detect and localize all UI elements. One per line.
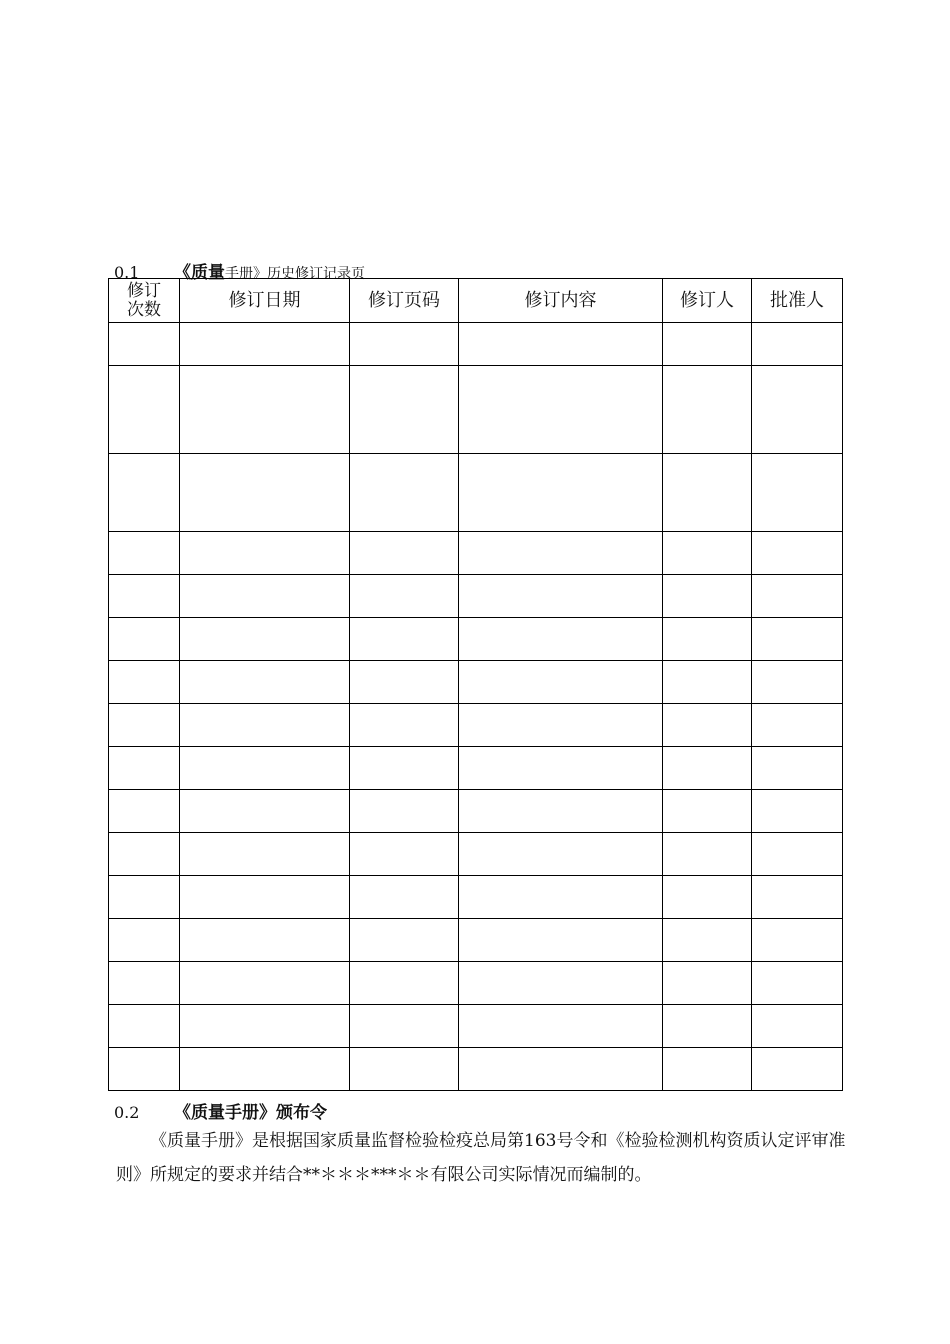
table-row (109, 532, 843, 575)
table-cell (459, 661, 663, 704)
table-cell (663, 790, 752, 833)
table-cell (752, 1048, 843, 1091)
table-cell (350, 532, 459, 575)
table-cell (663, 1005, 752, 1048)
table-cell (350, 833, 459, 876)
table-cell (180, 454, 350, 532)
table-cell (180, 1048, 350, 1091)
section-number: 0.2 (114, 1103, 140, 1122)
table-cell (752, 532, 843, 575)
table-cell (459, 1005, 663, 1048)
table-cell (459, 366, 663, 454)
table-cell (752, 833, 843, 876)
table-cell (663, 575, 752, 618)
table-cell (180, 919, 350, 962)
table-cell (109, 790, 180, 833)
table-cell (350, 876, 459, 919)
promulgation-paragraph: 《质量手册》是根据国家质量监督检验检疫总局第163号令和《检验检测机构资质认定评审准则》所规定的要求并结合**＊＊＊***＊＊有限公司实际情况而编制的。 (116, 1131, 846, 1185)
table-cell (109, 876, 180, 919)
table-cell (109, 962, 180, 1005)
table-cell (752, 661, 843, 704)
table-cell (752, 962, 843, 1005)
table-cell (180, 532, 350, 575)
table-cell (109, 1005, 180, 1048)
table-row (109, 618, 843, 661)
table-cell (459, 532, 663, 575)
table-row (109, 575, 843, 618)
table-cell (109, 618, 180, 661)
header-revision-count (109, 279, 180, 323)
table-row (109, 962, 843, 1005)
table-cell (350, 323, 459, 366)
table-cell (663, 876, 752, 919)
section-title-rest: 手册》历史修订记录页 (225, 266, 365, 282)
table-cell (350, 962, 459, 1005)
table-cell (459, 454, 663, 532)
header-revision-page: 修订页码 (350, 279, 459, 323)
table-cell (109, 1048, 180, 1091)
table-cell (109, 919, 180, 962)
table-cell (663, 454, 752, 532)
table-cell (109, 661, 180, 704)
table-row (109, 790, 843, 833)
table-cell (459, 747, 663, 790)
table-cell (752, 454, 843, 532)
table-cell (350, 575, 459, 618)
table-body (109, 323, 843, 1091)
table-row (109, 323, 843, 366)
table-cell (109, 747, 180, 790)
table-cell (752, 1005, 843, 1048)
header-revision-count-line1: 修订 (127, 280, 161, 301)
header-revision-date: 修订日期 (180, 279, 350, 323)
table-row (109, 876, 843, 919)
table-cell (109, 532, 180, 575)
table-cell (350, 618, 459, 661)
section-title-bold: 《质量 (174, 263, 225, 283)
table-row (109, 661, 843, 704)
table-cell (459, 575, 663, 618)
table-cell (109, 454, 180, 532)
table-cell (180, 790, 350, 833)
table-cell (459, 704, 663, 747)
section-number: 0.1 (114, 263, 140, 282)
table-cell (350, 661, 459, 704)
table-cell (752, 366, 843, 454)
section-title: 《质量手册》颁布令 (174, 1103, 327, 1123)
table-cell (180, 1005, 350, 1048)
table-row (109, 366, 843, 454)
table-cell (752, 876, 843, 919)
table-cell (459, 618, 663, 661)
table-cell (459, 919, 663, 962)
table-cell (663, 366, 752, 454)
table-cell (109, 704, 180, 747)
table-cell (350, 790, 459, 833)
table-cell (663, 704, 752, 747)
table-row (109, 919, 843, 962)
table-cell (350, 919, 459, 962)
section-heading-promulgation (114, 1098, 327, 1123)
table-cell (180, 962, 350, 1005)
table-cell (459, 790, 663, 833)
table-cell (663, 962, 752, 1005)
table-cell (752, 790, 843, 833)
table-cell (459, 1048, 663, 1091)
table-cell (180, 661, 350, 704)
table-cell (350, 366, 459, 454)
table-cell (663, 919, 752, 962)
header-approver: 批准人 (752, 279, 843, 323)
table-cell (752, 704, 843, 747)
table-cell (752, 323, 843, 366)
table-cell (180, 575, 350, 618)
table-row (109, 747, 843, 790)
table-cell (459, 962, 663, 1005)
header-revision-content: 修订内容 (459, 279, 663, 323)
table-cell (663, 1048, 752, 1091)
table-cell (350, 1048, 459, 1091)
table-cell (663, 532, 752, 575)
table-cell (350, 454, 459, 532)
table-cell (752, 919, 843, 962)
table-cell (752, 575, 843, 618)
table-cell (180, 747, 350, 790)
table-cell (109, 575, 180, 618)
table-cell (350, 747, 459, 790)
table-cell (180, 833, 350, 876)
table-cell (663, 618, 752, 661)
header-reviser: 修订人 (663, 279, 752, 323)
table-row (109, 454, 843, 532)
table-cell (459, 833, 663, 876)
table-cell (459, 876, 663, 919)
table-cell (350, 1005, 459, 1048)
table-cell (109, 323, 180, 366)
table-cell (459, 323, 663, 366)
table-header-row (109, 279, 843, 323)
table-row (109, 1048, 843, 1091)
table-row (109, 833, 843, 876)
table-cell (180, 704, 350, 747)
table-row (109, 1005, 843, 1048)
table-cell (752, 618, 843, 661)
revision-history-table (108, 278, 843, 1091)
table-cell (180, 323, 350, 366)
table-cell (109, 833, 180, 876)
table-cell (752, 747, 843, 790)
table-cell (663, 833, 752, 876)
table-cell (180, 366, 350, 454)
table-cell (180, 876, 350, 919)
table-cell (350, 704, 459, 747)
table-cell (663, 661, 752, 704)
table-cell (663, 323, 752, 366)
table-cell (180, 618, 350, 661)
table-cell (663, 747, 752, 790)
table-cell (109, 366, 180, 454)
table-row (109, 704, 843, 747)
header-revision-count-line2: 次数 (127, 299, 161, 320)
